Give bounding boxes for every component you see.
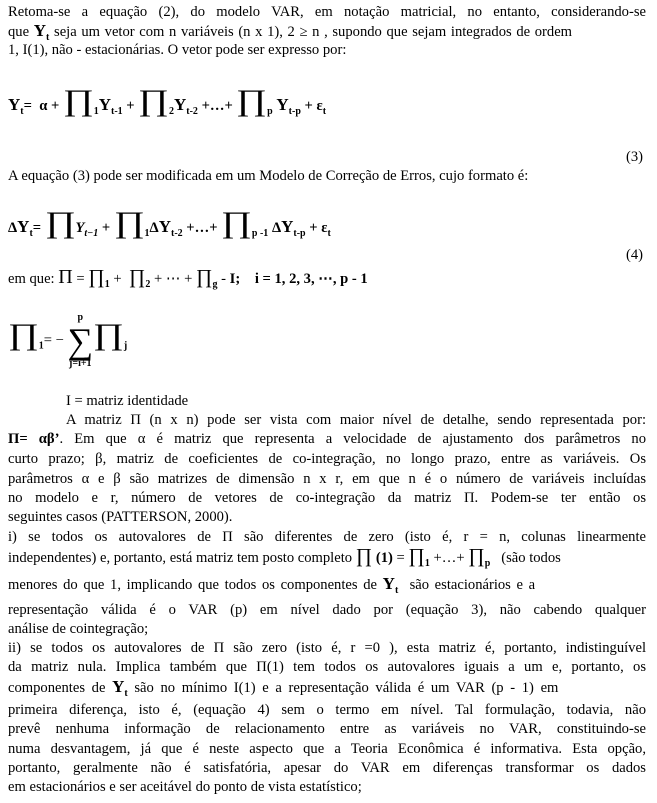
text-line: A matriz Π (n x n) pode ser vista com maior nível de detalhe, sendo representada por: — [66, 412, 646, 428]
equation-number: (3) — [625, 149, 643, 165]
equation-4: $\Delta Y_t=$ $\prod Y_{t-1}$ + $\prod_1\Delta Y_{t-2}$ +…+ $\prod_{p -1}$ $\Delta Y_{t-p} + \varepsilon_t$ — [8, 206, 331, 239]
text-line: i) se todos os autovalores de Π são diferentes de zero (isto é, r = n, colunas linearmente — [8, 529, 646, 545]
text-line: curto prazo; β, matriz de coeficientes de co-integração, no longo prazo, entre as variáveis. Os — [8, 451, 646, 467]
equation-number: (4) — [625, 247, 643, 263]
text-line: da matriz nula. Implica também que Π(1) tem todos os autovalores iguais a um e, portanto, os — [8, 659, 646, 675]
text-line: parâmetros α e β são matrizes de dimensão n x r, em que n é o número de variáveis incluídas — [8, 471, 646, 487]
text-line: 1, I(1), não - estacionárias. O vetor pode ser expresso por: — [8, 42, 347, 58]
text-line: prevê nenhuma informação de relacionamento entre as variáveis no VAR, constituindo-se — [8, 721, 646, 737]
text-line: Π= αβ’. Em que α é matriz que representa a velocidade de ajustamento dos parâmetros no — [8, 431, 646, 447]
text-line: que $Y_t$ seja um vetor com n variáveis (n x 1), 2 ≥ n , supondo que sejam integrados de ordem — [8, 21, 573, 43]
text-line: portanto, geralmente não é satisfatória, apesar do VAR em diferenças transformar os dados — [8, 760, 646, 776]
equation-3: $Y_t= \alpha$ + $\prod_1Y_{t-1}$ + $\prod_2Y_{t-2}$ +…+ $\prod_p$ $Y_{t-p} + \varepsilon_t$ — [8, 84, 327, 117]
text-line: independentes) e, portanto, está matriz tem posto completo ∏ $(1) = \prod_1$ +…+ $\prod_p$ (são todos — [8, 545, 561, 569]
text-line: representação válida é o VAR (p) em nível dado por (equação 3), não cabendo qualquer — [8, 602, 646, 618]
text-line: menores do que 1, implicando que todos os componentes de $Y_t$ são estacionários e a — [8, 574, 536, 596]
text-line: análise de cointegração; — [8, 621, 149, 637]
text-line: Retoma-se a equação (2), do modelo VAR, em notação matricial, no entanto, considerando-se — [8, 4, 646, 20]
text-line: no modelo e r, número de vetores de co-integração da matriz Π. Podem-se ter então os — [8, 490, 646, 506]
text-line: componentes de $Y_t$ são no mínimo I(1) e a representação válida é um VAR (p - 1) em — [8, 677, 559, 699]
text-line: em estacionários e ser aceitável do ponto de vista estatístico; — [8, 779, 362, 795]
equation-pi-sum: $\prod_1=$ − p ∑ j=i+1 $\prod_j$ — [8, 312, 128, 369]
text-line: I = matriz identidade — [66, 393, 189, 409]
text-line: A equação (3) pode ser modificada em um Modelo de Correção de Erros, cujo formato é: — [8, 168, 529, 184]
text-line: primeira diferença, isto é, (equação 4) sem o termo em nível. Tal formulação, todavia, não — [8, 702, 646, 718]
text-line: numa desvantagem, já que é neste aspecto que a Teoria Econômica é informativa. Esta opção, — [8, 741, 646, 757]
text-line: ii) se todos os autovalores de Π são zero (isto é, r =0 ), esta matriz é, portanto, indistinguível — [8, 640, 646, 656]
text-line: seguintes casos (PATTERSON, 2000). — [8, 509, 233, 525]
text-line: em que: $\Pi = \prod_1$ + $\prod_2$ + ⋯ + $\prod_g$ - I; i = 1, 2, 3, ⋯, p - 1 — [8, 266, 368, 290]
